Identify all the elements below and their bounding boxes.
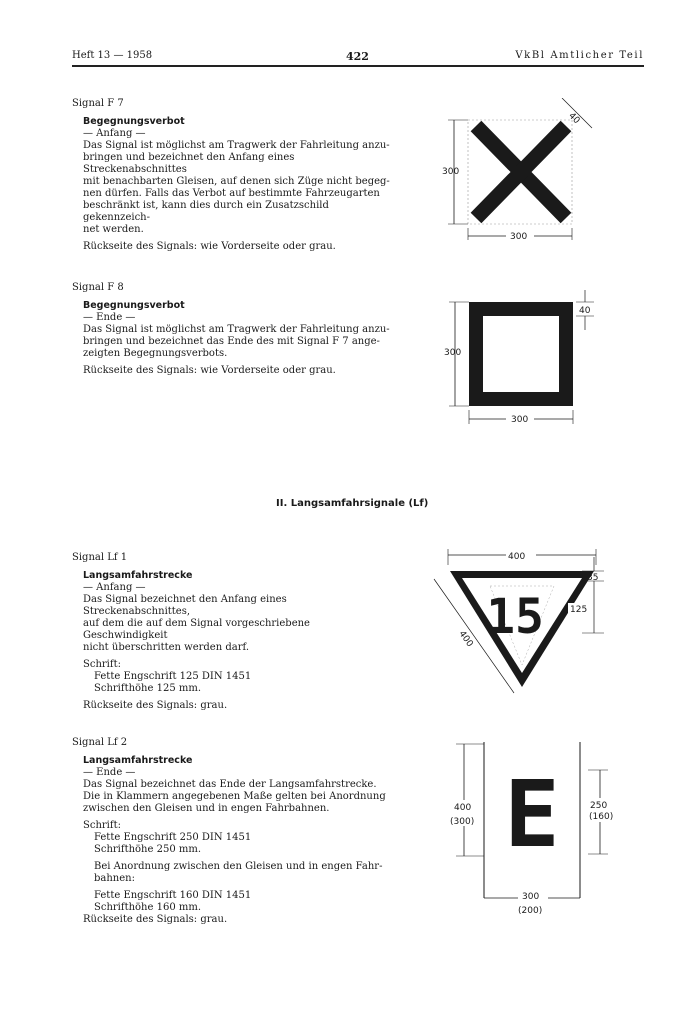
signal-sub: — Anfang — (83, 128, 146, 139)
signal-sub: — Ende — (83, 767, 136, 778)
running-header-right: VkBl Amtlicher Teil (515, 50, 644, 61)
signal-sub: — Ende — (83, 312, 136, 323)
section-heading: II. Langsamfahrsignale (Lf) (276, 498, 429, 509)
signal-f7-text (72, 98, 392, 253)
text-line: auf dem die auf dem Signal vorgeschriebene Geschwindigkeit (83, 618, 310, 641)
text-line: nicht überschritten werden darf. (83, 642, 250, 653)
schrift-label: Schrift: (83, 659, 121, 670)
schrift-line: Schrifthöhe 160 mm. (94, 902, 201, 913)
speed-digits: 15 (486, 589, 544, 645)
dim-label-stroke: 40 (566, 111, 582, 127)
dim-label-top: 400 (508, 552, 526, 562)
back-side-note: Rückseite des Signals: grau. (83, 914, 228, 925)
signal-lf2-text (72, 737, 392, 926)
schrift-line: Fette Engschrift 250 DIN 1451 (94, 832, 252, 843)
schrift-line: Bei Anordnung zwischen den Gleisen und in engen Fahr- (94, 861, 383, 872)
schrift-line: Fette Engschrift 160 DIN 1451 (94, 890, 252, 901)
back-side-note: Rückseite des Signals: wie Vorderseite oder grau. (83, 241, 336, 252)
dim-label-margin: 35 (587, 573, 599, 583)
dim-label-letter: 250 (590, 801, 608, 811)
dim-label-stroke: 40 (579, 306, 591, 316)
signal-title: Signal F 8 (72, 282, 124, 293)
signal-sub: — Anfang — (83, 582, 146, 593)
dim-label-height-alt: (300) (450, 817, 475, 827)
dim-label-width: 300 (511, 415, 529, 425)
signal-title: Signal Lf 2 (72, 737, 128, 748)
dim-label-side: 400 (456, 629, 475, 650)
text-line: bringen und bezeichnet den Anfang eines Streckenabschnittes (83, 152, 295, 175)
text-line: Das Signal bezeichnet das Ende der Langsamfahrstrecke. (83, 779, 377, 790)
text-line: zeigten Begegnungsverbots. (83, 348, 228, 359)
dim-label-digit: 125 (570, 605, 588, 615)
square-inner (483, 316, 559, 392)
signal-name: Langsamfahrstrecke (83, 570, 193, 581)
text-line: net werden. (83, 224, 144, 235)
text-line: zwischen den Gleisen und in engen Fahrbahnen. (83, 803, 330, 814)
text-line: bringen und bezeichnet das Ende des mit Signal F 7 ange- (83, 336, 380, 347)
header-rule (72, 65, 644, 67)
text-line: mit benachbarten Gleisen, auf denen sich Züge nicht begeg- (83, 176, 390, 187)
dim-label-letter-alt: (160) (589, 812, 614, 822)
dim-label-width: 300 (510, 232, 528, 242)
back-side-note: Rückseite des Signals: grau. (83, 700, 228, 711)
text-line: Das Signal bezeichnet den Anfang eines Streckenabschnittes, (83, 594, 287, 617)
dim-label-width: 300 (522, 892, 540, 902)
dim-label-width-alt: (200) (518, 906, 543, 916)
signal-lf1-diagram (420, 545, 620, 697)
dim-label-height: 300 (444, 348, 462, 358)
page-number: 422 (346, 50, 369, 63)
text-line: Die in Klammern angegebenen Maße gelten bei Anordnung (83, 791, 386, 802)
dim-label-height: 400 (454, 803, 472, 813)
signal-f8-text (72, 282, 392, 377)
signal-title: Signal Lf 1 (72, 552, 128, 563)
signal-name: Begegnungsverbot (83, 116, 185, 127)
text-line: beschränkt ist, kann dies durch ein Zusatzschild gekennzeich- (83, 200, 329, 223)
schrift-line: Schrifthöhe 250 mm. (94, 844, 201, 855)
signal-lf1-text (72, 552, 392, 712)
end-letter: E (504, 761, 560, 868)
signal-lf2-diagram (440, 738, 630, 924)
running-header-left: Heft 13 — 1958 (72, 50, 153, 61)
text-line: Das Signal ist möglichst am Tragwerk der Fahrleitung anzu- (83, 324, 390, 335)
text-line: Das Signal ist möglichst am Tragwerk der Fahrleitung anzu- (83, 140, 390, 151)
signal-title: Signal F 7 (72, 98, 124, 109)
signal-f8-diagram (440, 288, 610, 430)
schrift-line: Fette Engschrift 125 DIN 1451 (94, 671, 252, 682)
signal-name: Langsamfahrstrecke (83, 755, 193, 766)
text-line: nen dürfen. Falls das Verbot auf bestimmte Fahrzeugarten (83, 188, 380, 199)
signal-name: Begegnungsverbot (83, 300, 185, 311)
schrift-label: Schrift: (83, 820, 121, 831)
schrift-line: bahnen: (94, 873, 135, 884)
schrift-line: Schrifthöhe 125 mm. (94, 683, 201, 694)
signal-f7-diagram (440, 98, 610, 248)
dim-label-height: 300 (442, 167, 460, 177)
back-side-note: Rückseite des Signals: wie Vorderseite oder grau. (83, 365, 336, 376)
